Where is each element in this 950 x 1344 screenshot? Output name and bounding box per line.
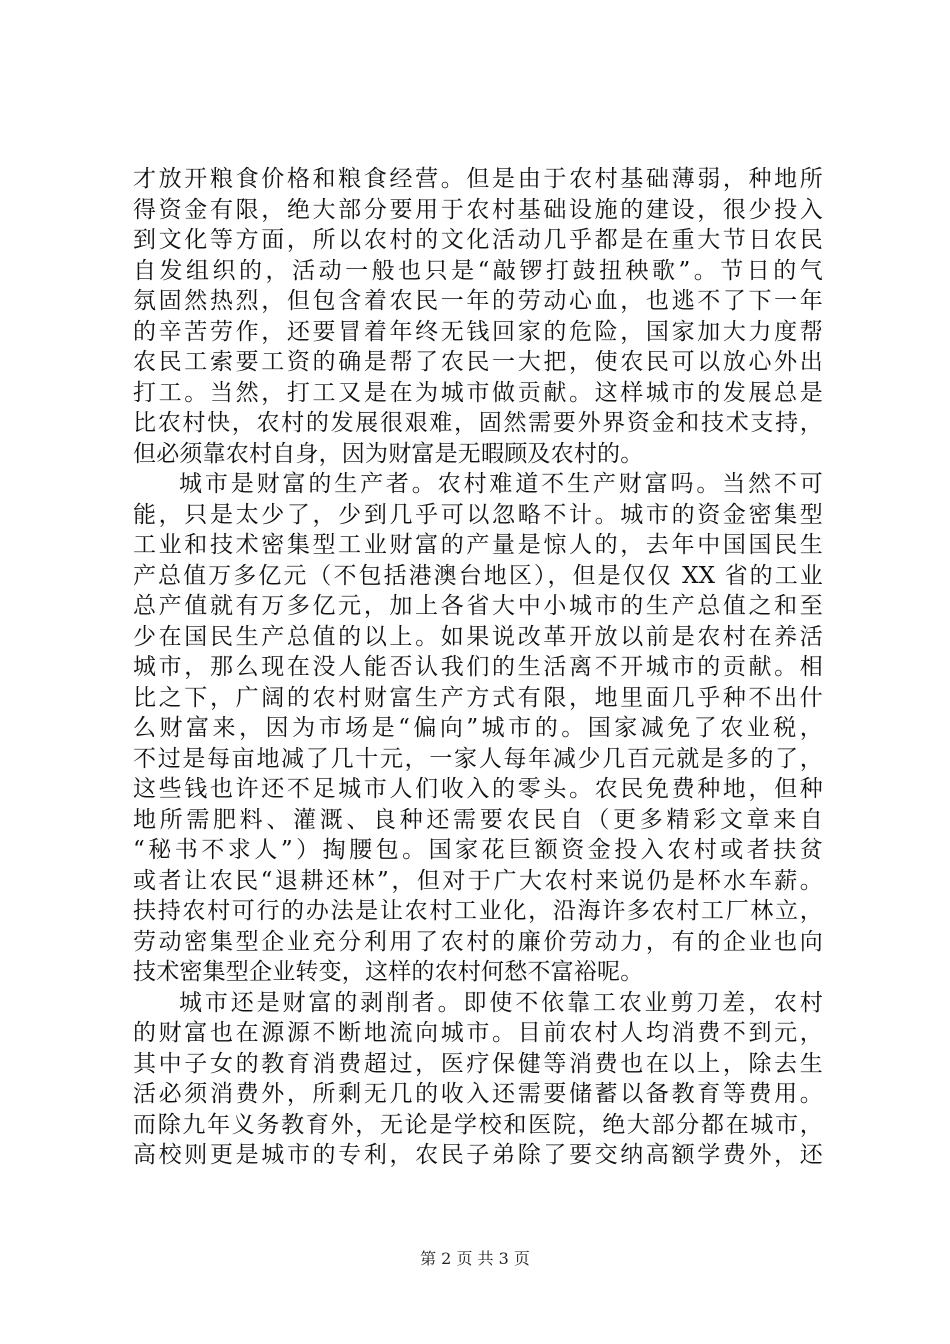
- text-line: 的辛苦劳作，还要冒着年终无钱回家的危险，国家加大力度帮: [133, 318, 823, 345]
- text-line: 城市，那么现在没人能否认我们的生活离不开城市的贡献。相: [133, 654, 823, 680]
- text-line: 劳动密集型企业充分利用了农村的廉价劳动力，有的企业也向: [133, 928, 823, 955]
- text-line: 自发组织的，活动一般也只是“敲锣打鼓扭秧歌”。节日的气: [133, 257, 823, 284]
- text-line: 活必须消费外，所剩无几的收入还需要储蓄以备教育等费用。: [133, 1081, 823, 1107]
- text-line: 到文化等方面，所以农村的文化活动几乎都是在重大节日农民: [133, 227, 823, 253]
- text-line: 比农村快，农村的发展很艰难，固然需要外界资金和技术支持，: [133, 410, 823, 436]
- text-line: 得资金有限，绝大部分要用于农村基础设施的建设，很少投入: [133, 196, 823, 223]
- text-line: 城市还是财富的剥削者。即使不依靠工农业剪刀差，农村: [179, 989, 823, 1016]
- text-line: 或者让农民“退耕还林”，但对于广大农村来说仍是杯水车薪。: [133, 867, 823, 894]
- text-line: 农民工索要工资的确是帮了农民一大把，使农民可以放心外出: [133, 349, 823, 375]
- text-line: 工业和技术密集型工业财富的产量是惊人的，去年中国国民生: [133, 532, 823, 558]
- text-line: 么财富来，因为市场是“偏向”城市的。国家减免了农业税，: [133, 715, 823, 741]
- text-line: 但必须靠农村自身，因为财富是无暇顾及农村的。: [133, 440, 644, 467]
- text-line: 地所需肥料、灌溉、良种还需要农民自（更多精彩文章来自: [133, 806, 823, 833]
- text-line: 技术密集型企业转变，这样的农村何愁不富裕呢。: [133, 959, 644, 985]
- text-line: 才放开粮食价格和粮食经营。但是由于农村基础薄弱，种地所: [133, 166, 823, 192]
- text-line: 总产值就有万多亿元，加上各省大中小城市的生产总值之和至: [133, 593, 823, 619]
- text-line: 不过是每亩地减了几十元，一家人每年减少几百元就是多的了，: [133, 745, 823, 772]
- text-line: “秘书不求人”）掏腰包。国家花巨额资金投入农村或者扶贫: [133, 837, 823, 863]
- text-line: 的财富也在源源不断地流向城市。目前农村人均消费不到元，: [133, 1020, 823, 1046]
- body-text: [133, 164, 823, 1171]
- page-footer: 第 2 页 共 3 页: [420, 1249, 530, 1268]
- text-line: 这些钱也许还不足城市人们收入的零头。农民免费种地，但种: [133, 776, 823, 802]
- text-line: 能，只是太少了，少到几乎可以忽略不计。城市的资金密集型: [133, 501, 823, 528]
- text-line: 扶持农村可行的办法是让农村工业化，沿海许多农村工厂林立，: [133, 898, 823, 924]
- text-line: 城市是财富的生产者。农村难道不生产财富吗。当然不可: [179, 471, 823, 497]
- text-line: 产总值万多亿元（不包括港澳台地区），但是仅仅 XX 省的工业: [133, 562, 823, 589]
- text-line: 比之下，广阔的农村财富生产方式有限，地里面几乎种不出什: [133, 684, 823, 711]
- text-line: 其中子女的教育消费超过，医疗保健等消费也在以上，除去生: [133, 1050, 823, 1077]
- text-line: 打工。当然，打工又是在为城市做贡献。这样城市的发展总是: [133, 379, 823, 406]
- text-line: 高校则更是城市的专利，农民子弟除了要交纳高额学费外，还: [133, 1142, 823, 1168]
- text-line: 少在国民生产总值的以上。如果说改革开放以前是农村在养活: [133, 623, 823, 650]
- text-line: 而除九年义务教育外，无论是学校和医院，绝大部分都在城市，: [133, 1111, 823, 1138]
- text-line: 氛固然热烈，但包含着农民一年的劳动心血，也逃不了下一年: [133, 288, 823, 314]
